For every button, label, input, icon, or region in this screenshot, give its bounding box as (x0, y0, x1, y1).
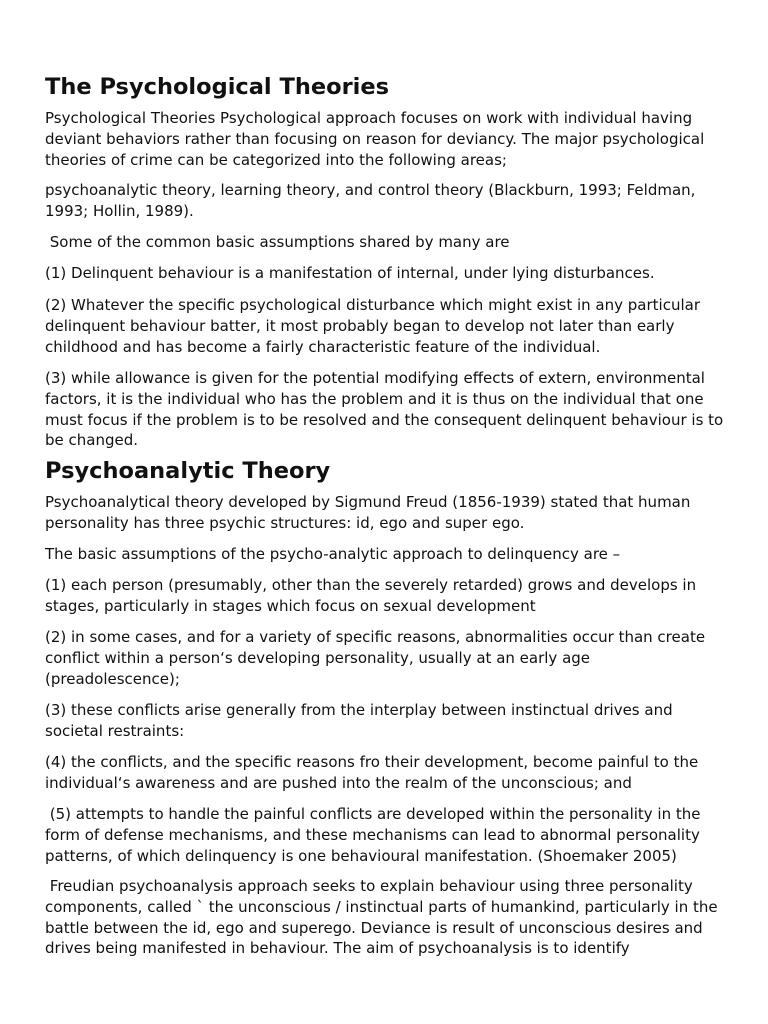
list-item: (1) each person (presumably, other than the severely retarded) grows and develops in stages, particularly in stages which focus on sexual development (45, 576, 697, 615)
paragraph: Some of the common basic assumptions shared by many are (45, 233, 510, 251)
paragraph: psychoanalytic theory, learning theory, and control theory (Blackburn, 1993; Feldman, 1993; Hollin, 1989). (45, 181, 696, 220)
list-item: (1) Delinquent behaviour is a manifestation of internal, under lying disturbances. (45, 264, 655, 282)
list-item: (5) attempts to handle the painful conflicts are developed within the personality in the form of defense mechanisms, and these mechanisms can lead to abnormal personality patterns, of which delinquency is one behavioural manifestation. (Shoemaker 2005) (45, 805, 706, 865)
paragraph: Freudian psychoanalysis approach seeks to explain behaviour using three personality components, called ` the unconscious / instinctual parts of humankind, particularly in the battle between the id, ego and superego. Deviance is result of unconscious desires and drives being manifested in behaviour. The aim of psychoanalysis is to identify (45, 877, 723, 958)
list-item: (4) the conflicts, and the specific reasons fro their development, become painful to the individual‘s awareness and are pushed into the realm of the unconscious; and (45, 753, 699, 792)
section-heading: Psychoanalytic Theory (45, 458, 331, 484)
paragraph: Psychoanalytical theory developed by Sigmund Freud (1856-1939) stated that human personality has three psychic structures: id, ego and super ego. (45, 493, 691, 532)
list-item: (3) these conflicts arise generally from the interplay between instinctual drives and societal restraints: (45, 701, 673, 740)
list-item: (2) Whatever the specific psychological disturbance which might exist in any particular delinquent behaviour batter, it most probably began to develop not later than early childhood and has become a fairly characteristic feature of the individual. (45, 296, 700, 356)
list-item: (2) in some cases, and for a variety of specific reasons, abnormalities occur than create conflict within a person‘s developing personality, usually at an early age (preadolescence); (45, 628, 706, 688)
section-heading: The Psychological Theories (45, 74, 390, 100)
list-item: (3) while allowance is given for the potential modifying effects of extern, environmental factors, it is the individual who has the problem and it is thus on the individual that one must focus if the problem is to be resolved and the consequent delinquent behaviour is to be changed. (45, 369, 724, 450)
paragraph: Psychological Theories Psychological approach focuses on work with individual having deviant behaviors rather than focusing on reason for deviancy. The major psychological theories of crime can be categorized into the following areas; (45, 109, 705, 169)
paragraph: The basic assumptions of the psycho-analytic approach to delinquency are – (45, 545, 621, 563)
